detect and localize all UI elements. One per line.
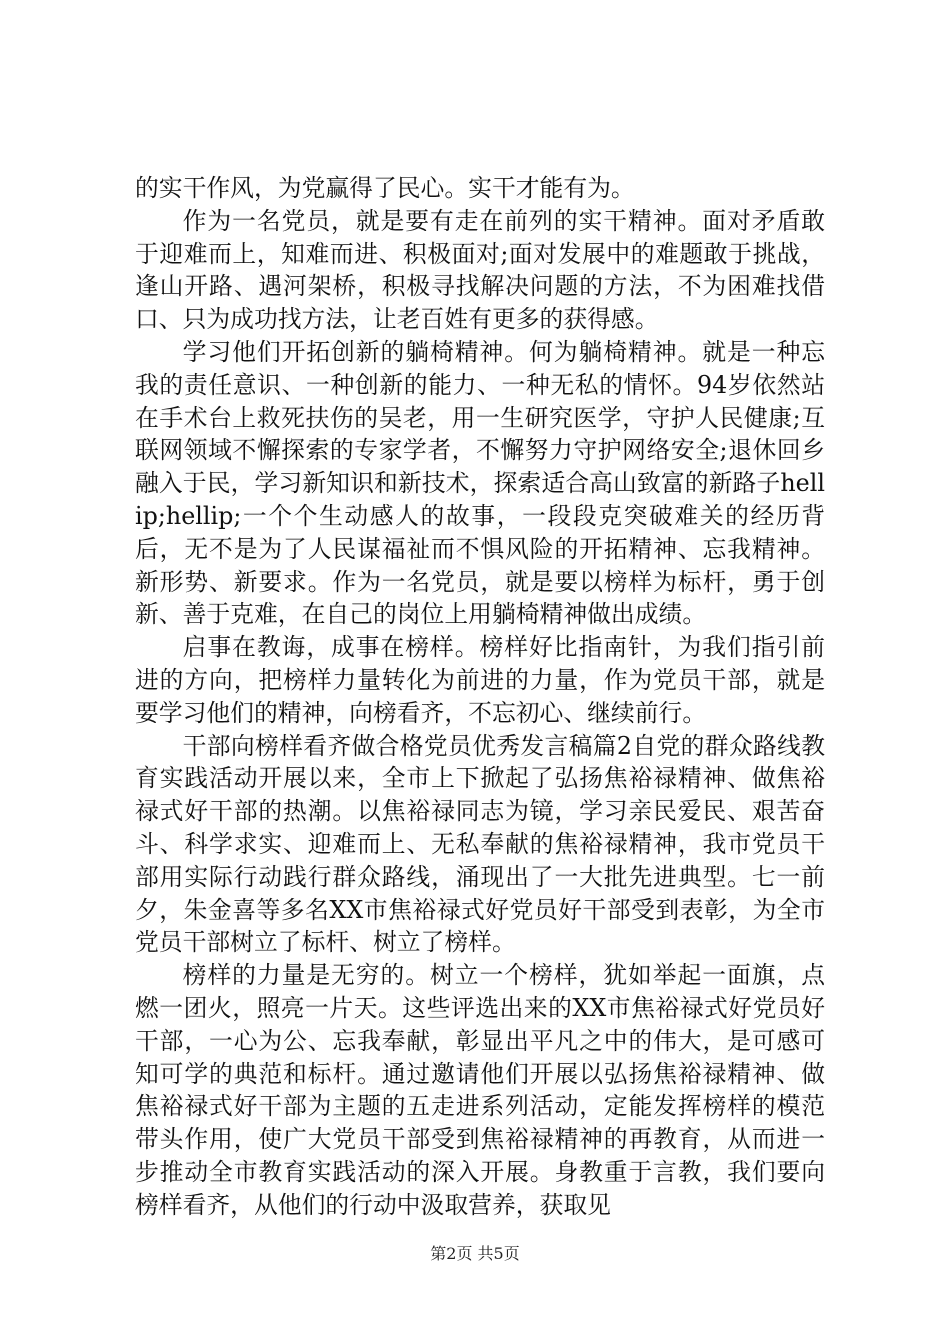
paragraph-practical-spirit: 作为一名党员，就是要有走在前列的实干精神。面对矛盾敢于迎难而上，知难而进、积极面对;面对发展中的难题敢于挑战，逢山开路、遇河架桥，积极寻找解决问题的方法，不为困难找借口、只为成功找方法，让老百姓有更多的获得感。 xyxy=(135,206,825,334)
paragraph-innovation-spirit: 学习他们开拓创新的躺椅精神。何为躺椅精神。就是一种忘我的责任意识、一种创新的能力、一种无私的情怀。94岁依然站在手术台上救死扶伤的吴老，用一生研究医学，守护人民健康;互联网领域不懈探索的专家学者，不懈努力守护网络安全;退休回乡融入于民，学习新知识和新技术，探索适合高山致富的新路子hellip;hellip;一个个生动感人的故事，一段段克突破难关的经历背后，无不是为了人民谋福祉而不惧风险的开拓精神、忘我精神。新形势、新要求。作为一名党员，就是要以榜样为标杆，勇于创新、善于克难，在自己的岗位上用躺椅精神做出成绩。 xyxy=(135,337,825,629)
paragraph-continuation: 的实干作风，为党赢得了民心。实干才能有为。 xyxy=(135,174,635,202)
page-number-footer: 第2页 共5页 xyxy=(430,1244,520,1263)
paragraph-speech-part-2: 干部向榜样看齐做合格党员优秀发言稿篇2自党的群众路线教育实践活动开展以来，全市上下掀起了弘扬焦裕禄精神、做焦裕禄式好干部的热潮。以焦裕禄同志为镜，学习亲民爱民、艰苦奋斗、科学求实、迎难而上、无私奉献的焦裕禄精神，我市党员干部用实际行动践行群众路线，涌现出了一大批先进典型。七一前夕，朱金喜等多名XX市焦裕禄式好党员好干部受到表彰，为全市党员干部树立了标杆、树立了榜样。 xyxy=(135,731,825,957)
document-body xyxy=(135,172,825,1222)
paragraph-power-of-role-models: 榜样的力量是无穷的。树立一个榜样，犹如举起一面旗，点燃一团火，照亮一片天。这些评选出来的XX市焦裕禄式好党员好干部，一心为公、忘我奉献，彰显出平凡之中的伟大，是可感可知可学的典范和标杆。通过邀请他们开展以弘扬焦裕禄精神、做焦裕禄式好干部为主题的五走进系列活动，定能发挥榜样的模范带头作用，使广大党员干部受到焦裕禄精神的再教育，从而进一步推动全市教育实践活动的深入开展。身教重于言教，我们要向榜样看齐，从他们的行动中汲取营养，获取见 xyxy=(135,961,825,1219)
paragraph-role-model-guidance: 启事在教诲，成事在榜样。榜样好比指南针，为我们指引前进的方向，把榜样力量转化为前进的力量，作为党员干部，就是要学习他们的精神，向榜看齐，不忘初心、继续前行。 xyxy=(135,633,825,727)
